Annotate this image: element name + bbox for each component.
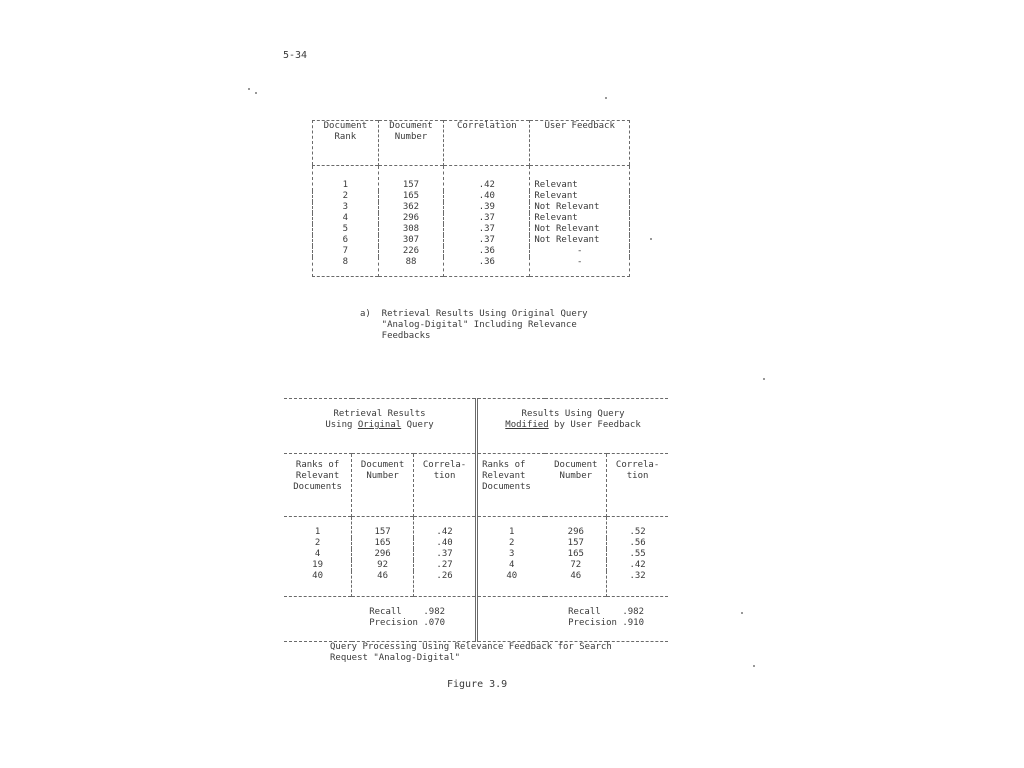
table-row (284, 549, 668, 560)
docnum-cell: 157 (378, 166, 444, 192)
correlation-cell: .39 (444, 202, 530, 213)
right-docnum-cell: 165 (567, 549, 584, 559)
feedback-cell: - (530, 257, 630, 277)
subheader-left-corr: Correla- tion (414, 454, 477, 517)
feedback-cell: Not Relevant (530, 202, 630, 213)
correlation-cell: .37 (444, 213, 530, 224)
docnum-cell: 296 (378, 213, 444, 224)
right-corr-cell: .56 (607, 538, 668, 549)
right-rank-cell: 3 (477, 549, 546, 560)
left-rank-cell: 2 (314, 538, 321, 548)
right-group-underlined: Modified (505, 420, 549, 430)
rank-cell: 5 (342, 224, 349, 234)
left-rank-cell: 4 (314, 549, 321, 559)
right-corr-cell: .42 (607, 560, 668, 571)
right-docnum-cell: 296 (545, 517, 606, 539)
scan-speck (763, 378, 765, 380)
right-rank-cell: 40 (477, 571, 546, 597)
retrieval-results-table (312, 120, 630, 277)
table-row (284, 571, 668, 597)
right-docnum-cell: 72 (570, 560, 582, 570)
table-row (313, 257, 630, 277)
right-corr-cell: .55 (607, 549, 668, 560)
table1-caption: a) Retrieval Results Using Original Query "Analog-Digital" Including Relevance Feedbacks (360, 309, 588, 341)
correlation-cell: .36 (444, 257, 530, 277)
left-group-suffix: Query (401, 420, 434, 430)
right-group-title: Results Using Query (521, 409, 625, 419)
rank-cell: 6 (342, 235, 349, 245)
right-rank-cell: 1 (477, 517, 546, 539)
scan-speck (650, 238, 652, 240)
table-row (313, 213, 630, 224)
table-row (284, 517, 668, 539)
left-group-title: Retrieval Results (333, 409, 426, 419)
left-docnum-cell: 157 (352, 517, 414, 539)
right-docnum-cell: 46 (570, 571, 582, 581)
header-document-number: Document Number (378, 121, 444, 166)
left-corr-cell: .27 (414, 560, 477, 571)
left-rank-cell: 1 (284, 517, 352, 539)
subheader-right-docnum: Document Number (545, 454, 606, 517)
left-rank-cell: 40 (312, 571, 323, 581)
page-number: 5-34 (283, 50, 308, 61)
correlation-cell: .36 (444, 246, 530, 257)
rank-cell: 2 (342, 191, 349, 201)
left-precision: Precision .070 (369, 618, 446, 628)
right-precision: Precision .910 (568, 618, 644, 628)
table-row (313, 224, 630, 235)
left-corr-cell: .37 (414, 549, 477, 560)
scan-speck (741, 612, 743, 614)
rank-cell: 7 (342, 246, 349, 256)
figure-caption: Query Processing Using Relevance Feedback for Search Request "Analog-Digital" (330, 642, 612, 663)
docnum-cell: 308 (378, 224, 444, 235)
rank-cell: 8 (342, 257, 349, 267)
header-correlation: Correlation (444, 121, 530, 166)
feedback-cell: Relevant (530, 166, 630, 192)
feedback-cell: Not Relevant (530, 224, 630, 235)
table-row (284, 538, 668, 549)
correlation-cell: .37 (444, 235, 530, 246)
feedback-cell: Relevant (530, 213, 630, 224)
right-group-suffix: by User Feedback (548, 420, 641, 430)
left-docnum-cell: 92 (352, 560, 414, 571)
right-rank-cell: 4 (477, 560, 546, 571)
rank-cell: 1 (313, 166, 379, 192)
left-recall: Recall .982 (369, 607, 446, 617)
left-group-header (284, 399, 477, 454)
scan-speck (248, 88, 250, 90)
scan-speck (605, 97, 607, 99)
correlation-cell: .42 (444, 166, 530, 192)
left-docnum-cell: 296 (352, 549, 414, 560)
left-corr-cell: .40 (414, 538, 477, 549)
rank-cell: 3 (342, 202, 349, 212)
table-row (313, 166, 630, 192)
right-summary (477, 597, 668, 642)
subheader-right-corr: Correla- tion (607, 454, 668, 517)
docnum-cell: 88 (378, 257, 444, 277)
subheader-left-ranks: Ranks of Relevant Documents (284, 454, 352, 517)
table-row (313, 202, 630, 213)
left-summary (284, 597, 477, 642)
table-row (313, 235, 630, 246)
docnum-cell: 307 (378, 235, 444, 246)
left-corr-cell: .42 (414, 517, 477, 539)
header-user-feedback: User Feedback (530, 121, 630, 166)
table-row (313, 191, 630, 202)
docnum-cell: 362 (378, 202, 444, 213)
right-rank-cell: 2 (477, 538, 546, 549)
feedback-cell: - (530, 246, 630, 257)
left-rank-cell: 19 (312, 560, 323, 570)
docnum-cell: 226 (378, 246, 444, 257)
left-group-prefix: Using (325, 420, 358, 430)
left-corr-cell: .26 (414, 571, 477, 597)
figure-label: Figure 3.9 (447, 679, 508, 690)
right-recall: Recall .982 (568, 607, 644, 617)
right-docnum-cell: 157 (567, 538, 584, 548)
right-group-header (477, 399, 668, 454)
subheader-left-docnum: Document Number (352, 454, 414, 517)
subheader-right-ranks: Ranks of Relevant Documents (477, 454, 546, 517)
left-group-underlined: Original (357, 420, 402, 430)
left-docnum-cell: 46 (352, 571, 414, 597)
feedback-cell: Not Relevant (530, 235, 630, 246)
rank-cell: 4 (342, 213, 349, 223)
right-corr-cell: .52 (607, 517, 668, 539)
right-corr-cell: .32 (607, 571, 668, 597)
table-row (313, 246, 630, 257)
feedback-cell: Relevant (530, 191, 630, 202)
header-document-rank: Document Rank (323, 121, 367, 142)
scan-speck (753, 665, 755, 667)
table-row (284, 560, 668, 571)
correlation-cell: .40 (444, 191, 530, 202)
left-docnum-cell: 165 (352, 538, 414, 549)
scan-speck (255, 92, 257, 94)
correlation-cell: .37 (444, 224, 530, 235)
docnum-cell: 165 (378, 191, 444, 202)
query-processing-table (284, 398, 668, 642)
